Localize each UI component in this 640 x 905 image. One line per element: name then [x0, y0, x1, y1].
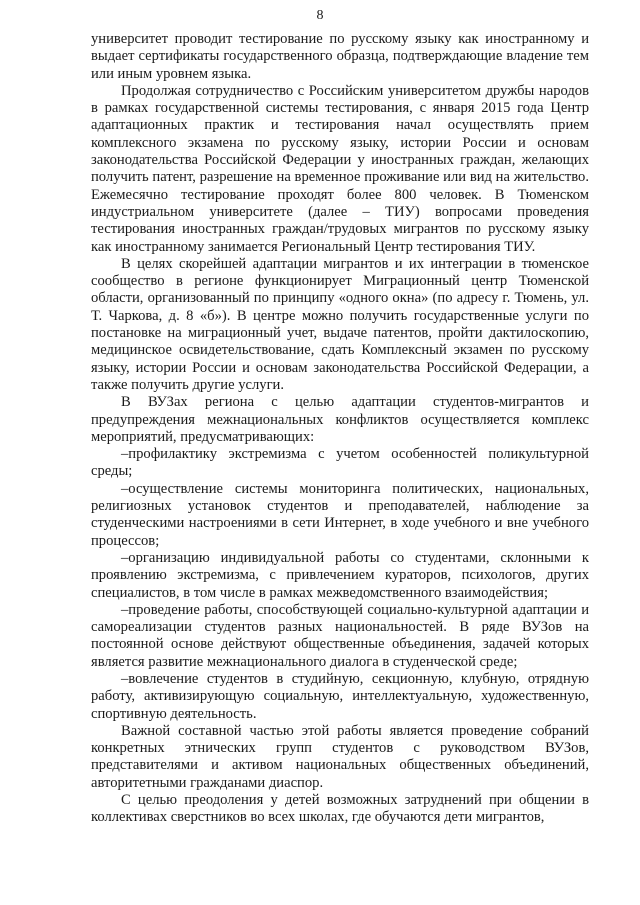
list-item-adaptation: –проведение работы, способствующей социально-культурной адаптации и самореализации студентов разных национальностей. В ряде ВУЗов на постоянной основе действуют общественные объединения, задачей которых является развитие межнационального диалога в студенческой среде;	[91, 601, 589, 670]
paragraph-testing-center: Продолжая сотрудничество с Российским университетом дружбы народов в рамках государственной системы тестирования, с января 2015 года Центр адаптационных практик и тестирования начал осуществлять прием комплексного экзамена по русскому языку, истории России и основам законодательства Российской Федерации у иностранных граждан, желающих получить патент, разрешение на временное проживание или вид на жительство. Ежемесячно тестирование проходят более 800 человек. В Тюменском индустриальном университете (далее – ТИУ) вопросами проведения тестирования иностранных граждан/трудовых мигрантов по русскому языку как иностранному занимается Региональный Центр тестирования ТИУ.	[91, 82, 589, 255]
page-number: 8	[316, 8, 324, 23]
paragraph-universities-intro: В ВУЗах региона с целью адаптации студентов-мигрантов и предупреждения межнациональных конфликтов осуществляется комплекс мероприятий, предусматривающих:	[91, 394, 589, 445]
paragraph-schools: С целью преодоления у детей возможных затруднений при общении в коллективах сверстников во всех школах, где обучаются дети мигрантов,	[91, 792, 589, 826]
list-item-monitoring: –осуществление системы мониторинга политических, национальных, религиозных установок студентов и преподавателей, наблюдение за студенческими настроениями в сети Интернет, в ходе учебного и вне учебного процессов;	[91, 480, 589, 549]
list-item-extremism-prevention: –профилактику экстремизма с учетом особенностей поликультурной среды;	[91, 446, 589, 480]
paragraph-migration-center: В целях скорейшей адаптации мигрантов и их интеграции в тюменское сообщество в регионе функционирует Миграционный центр Тюменской области, организованный по принципу «одного окна» (по адресу г. Тюмень, ул. Т. Чаркова, д. 8 «б»). В центре можно получить государственные услуги по постановке на миграционный учет, выдаче патентов, пройти дактилоскопию, медицинское освидетельствование, сдать Комплексный экзамен по русскому языку, истории России и основам законодательства Российской Федерации, а также получить другие услуги.	[91, 255, 589, 393]
list-item-individual-work: –организацию индивидуальной работы со студентами, склонными к проявлению экстремизма, с привлечением кураторов, психологов, других специалистов, в том числе в рамках межведомственного взаимодействия;	[91, 549, 589, 601]
list-item-involvement: –вовлечение студентов в студийную, секционную, клубную, отрядную работу, активизирующую социальную, интеллектуальную, художественную, спортивную деятельность.	[91, 670, 589, 722]
paragraph-meetings: Важной составной частью этой работы является проведение собраний конкретных этнических групп студентов с руководством ВУЗов, представителями и активом национальных общественных объединений, авторитетными гражданами диаспор.	[91, 722, 589, 791]
paragraph-continuation: университет проводит тестирование по русскому языку как иностранному и выдает сертификаты государственного образца, подтверждающие владение тем или иным уровнем языка.	[91, 31, 589, 82]
body-text	[91, 31, 589, 827]
